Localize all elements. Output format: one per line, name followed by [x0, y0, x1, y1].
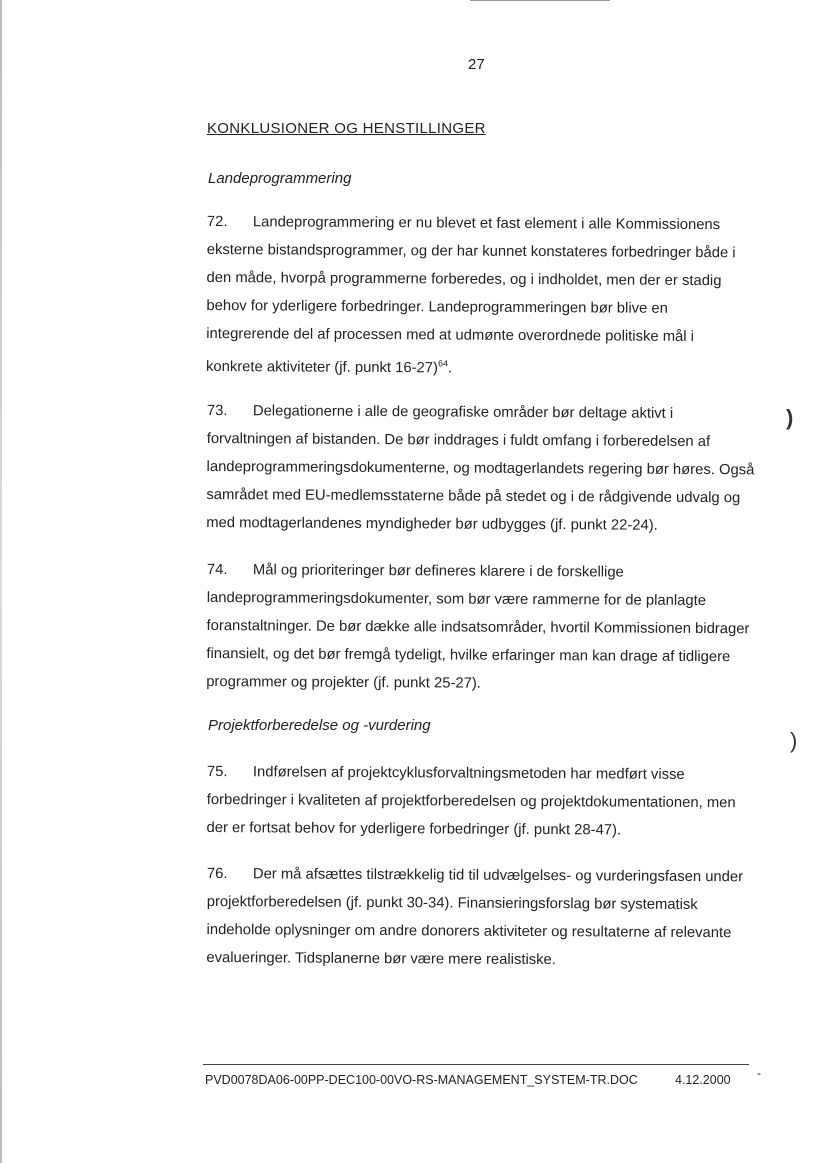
- paragraph-text: Landeprogrammering er nu blevet et fast element i alle Kommissionens eksterne bistandsprogrammer, og der har kunnet konstateres forbedringer både i den måde, hvorpå programmerne forberedes, og i indholdet, men der er stadig behov for yderligere forbedringer. Landeprogrammeringen bør blive en integrerende del af processen med at udmønte overordnede politiske mål i konkrete aktiviteter (jf. punkt 16-27): [205, 214, 736, 377]
- paragraph-text: Delegationerne i alle de geografiske områder bør deltage aktivt i forvaltningen af bistanden. De bør inddrages i fuldt omfang i forberedelsen af landeprogrammeringsdokumenterne, og modtagerlandets regering bør høres. Også samrådet med EU-medlemsstaterne både på stedet og i de rådgivende udvalg og med modtagerlandenes myndigheder bør udbygges (jf. punkt 22-24).: [206, 403, 755, 534]
- paragraph-text: Indførelsen af projektcyklusforvaltningsmetoden har medført visse forbedringer i kvaliteten af projektforberedelsen og projektdokumentationen, men der er fortsat behov for yderligere forbedringer (jf. punkt 28-47).: [206, 764, 736, 839]
- subheading-projektforberedelse: Projektforberedelse og -vurdering: [208, 717, 431, 734]
- paragraph-72: [206, 208, 755, 384]
- paragraph-number: 72.: [206, 213, 228, 231]
- paragraph-text: Der må afsættes tilstrækkelig tid til udvælgelses- og vurderingsfasen under projektforberedelsen (jf. punkt 30-34). Finansieringsforslag bør systematisk indeholde oplysninger om andre donorers aktiviteter og resultaterne af relevante evalueringer. Tidsplanerne bør være mere realistiske.: [206, 866, 744, 969]
- paragraph-number: 75.: [206, 763, 228, 781]
- paragraph-74: [206, 556, 755, 699]
- footnote-ref: 64: [437, 358, 449, 369]
- page-number: 27: [468, 56, 485, 73]
- footer-document-code: PVD0078DA06-00PP-DEC100-00VO-RS-MANAGEMENT_SYSTEM-TR.DOC: [205, 1073, 638, 1087]
- footer-dash-mark: -: [757, 1066, 761, 1080]
- subheading-landeprogrammering: Landeprogrammering: [208, 170, 352, 187]
- paragraph-number: 74.: [206, 561, 228, 579]
- paragraph-end: .: [447, 360, 453, 377]
- paragraph-75: [206, 758, 755, 845]
- scan-top-line: [470, 0, 610, 1]
- paragraph-73: [206, 397, 755, 540]
- margin-bracket-mark: ): [790, 728, 798, 753]
- paragraph-number: 76.: [206, 865, 228, 883]
- margin-bracket-mark: ): [786, 405, 794, 430]
- paragraph-text: Mål og prioriteringer bør defineres klarere i de forskellige landeprogrammeringsdokumenter, som bør være rammerne for de planlagte foranstaltninger. De bør dække alle indsatsområder, hvortil Kommissionen bidrager finansielt, og det bør fremgå tydeligt, hvilke erfaringer man kan drage af tidligere programmer og projekter (jf. punkt 25-27).: [206, 562, 750, 692]
- footer-date: 4.12.2000: [675, 1073, 731, 1087]
- section-title: KONKLUSIONER OG HENSTILLINGER: [207, 120, 486, 137]
- paragraph-76: [206, 860, 755, 975]
- scan-edge: [0, 0, 2, 1163]
- footer-rule: [203, 1064, 749, 1065]
- paragraph-number: 73.: [206, 402, 228, 420]
